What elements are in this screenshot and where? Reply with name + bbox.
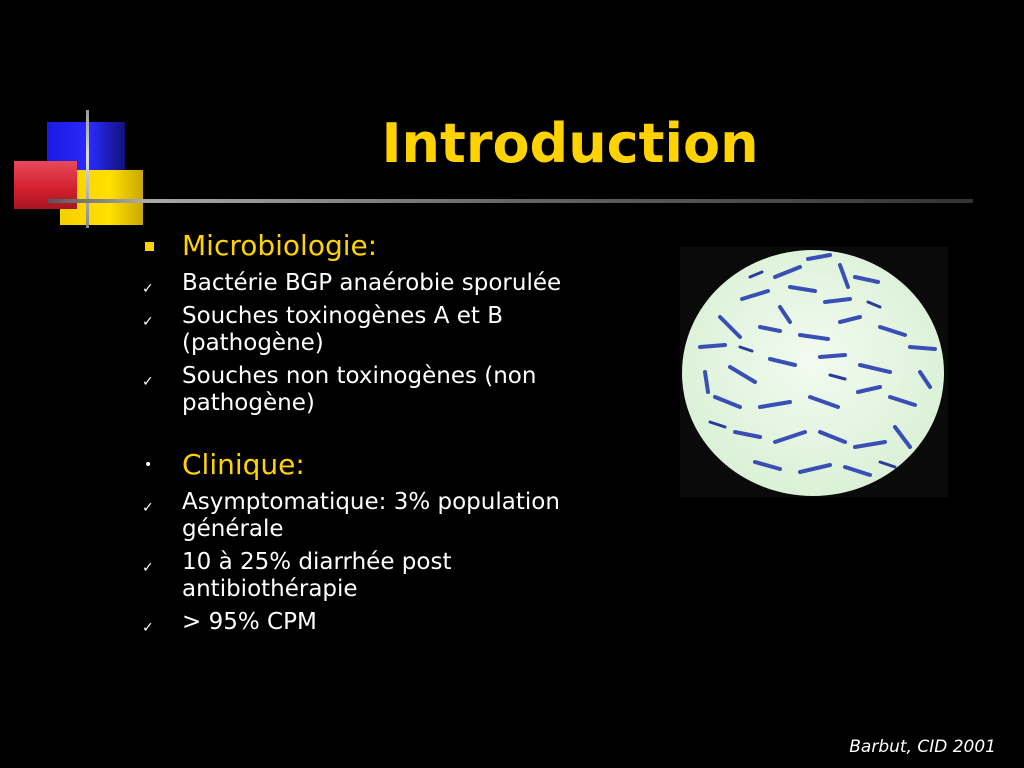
section-heading-microbiologie: Microbiologie: — [140, 228, 620, 264]
decorative-squares — [0, 0, 150, 240]
checkmark-icon: ✓ — [142, 281, 154, 297]
list-item: ✓ Bactérie BGP anaérobie sporulée — [140, 270, 620, 297]
list-item: ✓ > 95% CPM — [140, 609, 620, 636]
checkmark-icon: ✓ — [142, 560, 154, 576]
bacteria-micrograph — [680, 247, 948, 497]
list-item: ✓ Souches non toxinogènes (non pathogène) — [142, 363, 537, 416]
list-item: ✓ Asymptomatique: 3% population générale — [142, 489, 560, 542]
slide-body — [140, 228, 620, 636]
dot-bullet-icon: • — [144, 457, 153, 473]
section-heading-clinique: • Clinique: — [144, 448, 305, 481]
slide-title: Introduction — [381, 112, 759, 175]
list-item: ✓ Souches toxinogènes A et B (pathogène) — [142, 303, 504, 356]
title-rule — [48, 199, 973, 203]
square-bullet-icon — [145, 242, 154, 251]
microscope-image — [680, 247, 948, 497]
checkmark-icon: ✓ — [142, 620, 154, 636]
list-item: ✓ 10 à 25% diarrhée post antibiothérapie — [142, 549, 452, 602]
checkmark-icon: ✓ — [142, 314, 154, 330]
vertical-line — [86, 110, 89, 228]
checkmark-icon: ✓ — [142, 374, 154, 390]
checkmark-icon: ✓ — [142, 500, 154, 516]
source-credit: Barbut, CID 2001 — [849, 737, 996, 757]
